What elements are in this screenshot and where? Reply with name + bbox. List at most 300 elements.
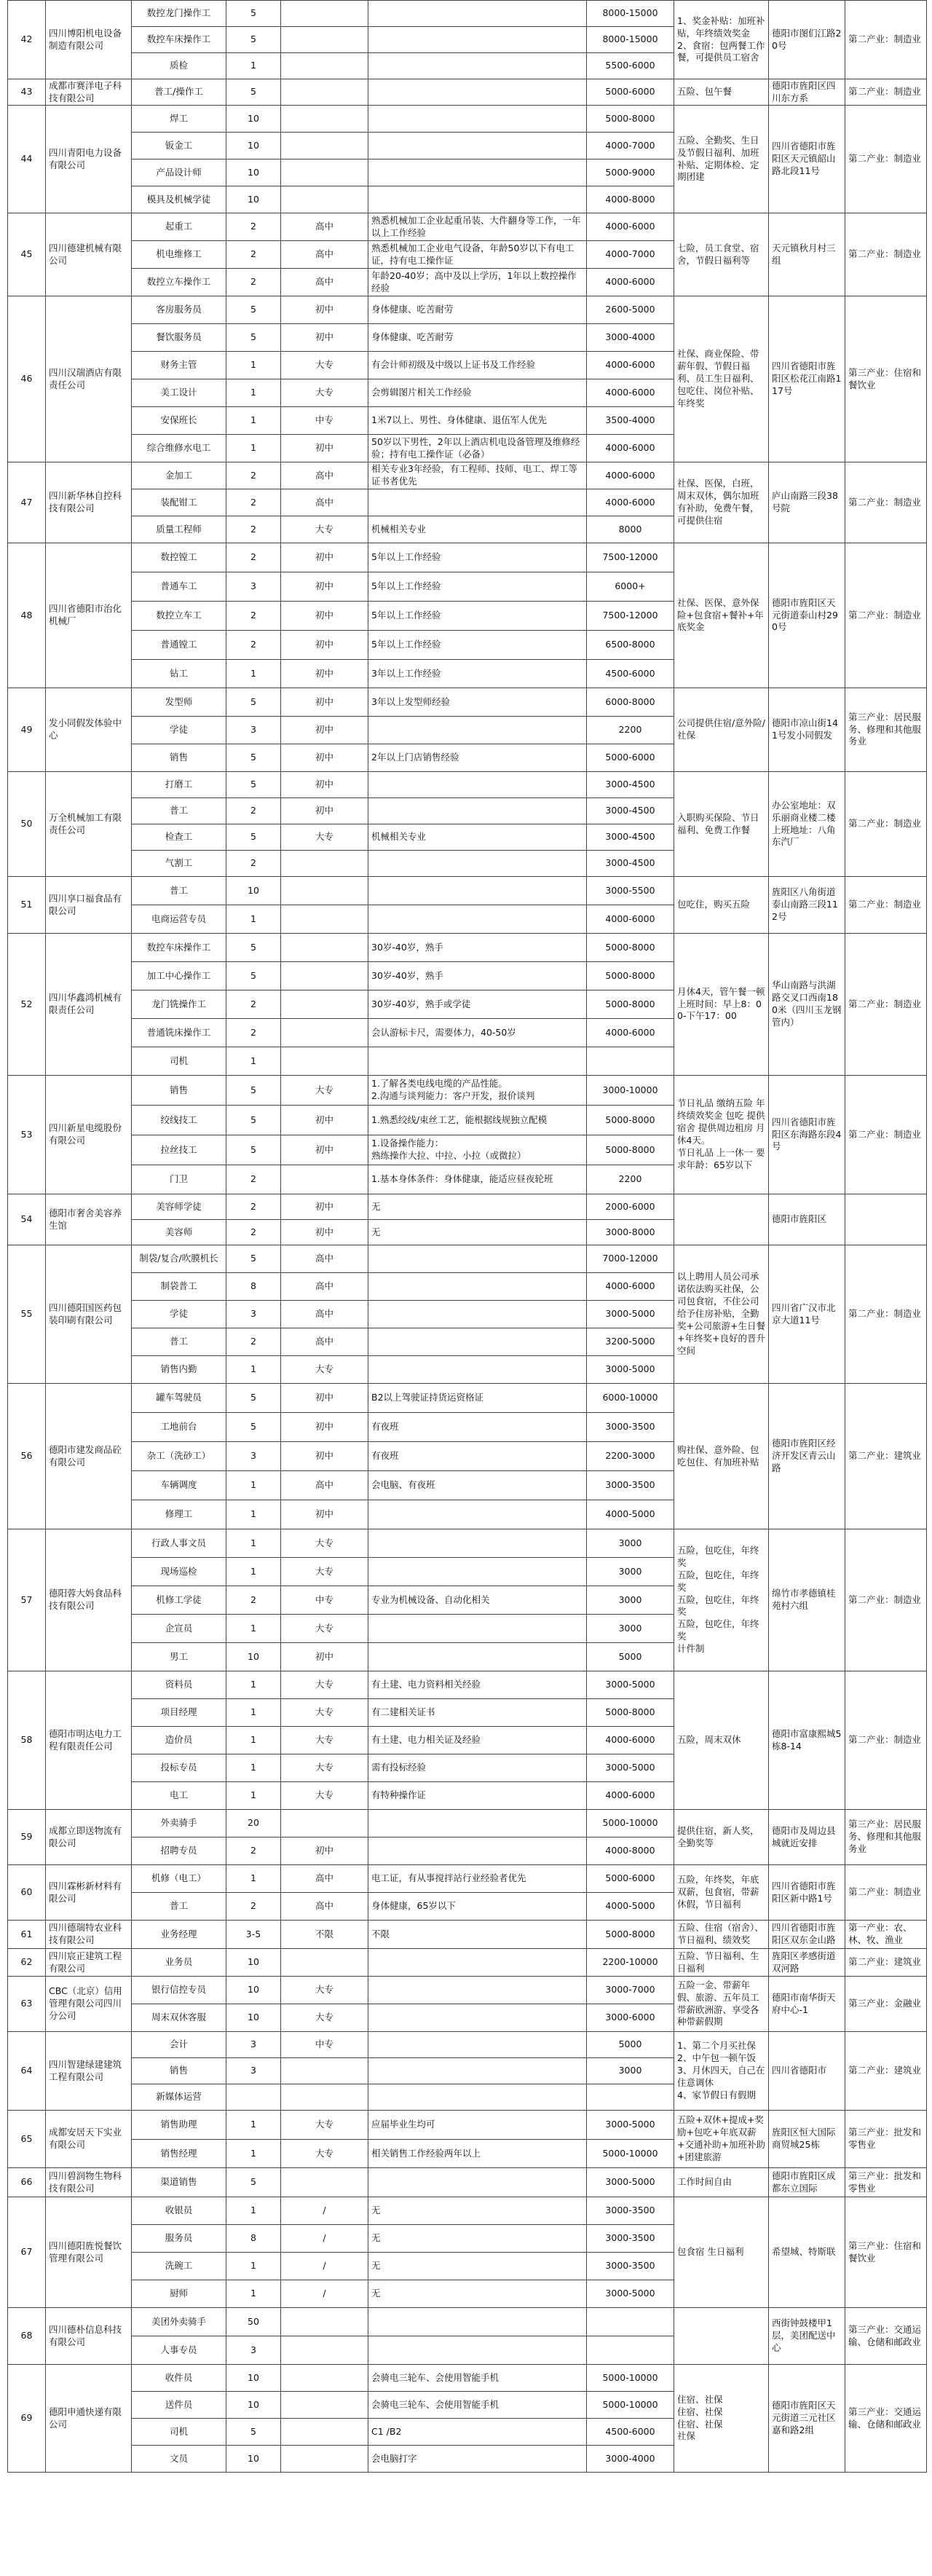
job-title [131, 240, 226, 269]
job-count [226, 2252, 281, 2280]
job-edu [280, 1698, 368, 1727]
company-address-text: 德阳市旌阳区天元街道泰山村290号 [772, 596, 838, 633]
job-pay-text: 3000-4500 [605, 857, 655, 869]
job-count-text: 10 [248, 884, 259, 896]
job-pay [586, 2004, 674, 2032]
job-title-text: 普通车工 [160, 580, 197, 592]
company-industry-text: 第二产业：制造业 [848, 899, 922, 910]
company-name [45, 1948, 132, 1977]
job-title-text: 起重工 [165, 221, 193, 232]
job-title-text: 数控龙门操作工 [146, 7, 211, 19]
company-benefit [674, 771, 769, 877]
job-edu-text: 初中 [315, 1226, 333, 1237]
job-req [368, 406, 587, 435]
job-count [226, 52, 281, 79]
company-address-text: 旌阳区恒大国际商贸城25栋 [772, 2127, 836, 2150]
job-count-text: 10 [248, 166, 259, 178]
job-count [226, 296, 281, 324]
job-title [131, 1328, 226, 1356]
job-edu [280, 2031, 368, 2058]
job-edu [280, 1642, 368, 1671]
company-benefit-text: 以上聘用人员公司承诺依法购买社保，公司包食宿，不住公司给予住房补贴，全勤奖+公司旅游+生日餐+年终奖+良好的晋升空间 [677, 1271, 765, 1356]
job-title-text: 美工设计 [160, 387, 197, 398]
company-name [45, 296, 132, 462]
company-industry-text: 第三产业：批发和零售业 [848, 2170, 922, 2194]
job-pay [586, 489, 674, 516]
company-benefit-text: 五险+双休+提成+奖励+包吃+年底双薪+交通补助+加班补助+团建旅游 [677, 2114, 765, 2162]
job-count-text: 5 [250, 304, 256, 315]
company-name [45, 1075, 132, 1194]
job-req-text: 有土建、电力资料相关经验 [371, 1679, 481, 1690]
job-pay-text: 3000-3500 [605, 2205, 655, 2216]
company-name-text: 四川新华林自控科技有限公司 [49, 490, 122, 513]
company-industry-text: 第二产业：制造业 [848, 1886, 922, 1898]
job-edu-text: 大专 [315, 387, 333, 398]
company-name-text: 四川德朴信息科技有限公司 [49, 2323, 122, 2347]
job-pay [586, 1642, 674, 1671]
job-count-text: 3 [250, 2065, 256, 2076]
job-edu [280, 52, 368, 79]
job-count [226, 876, 281, 905]
company-industry-text: 第二产业：制造业 [848, 248, 922, 260]
job-title [131, 1976, 226, 2004]
company-name [45, 1809, 132, 1865]
job-count [226, 1586, 281, 1615]
company-benefit-text: 提供住宿，新人奖，全勤奖等 [677, 1824, 759, 1848]
job-req-text: 身体健康、吃苦耐劳 [371, 331, 454, 343]
job-count [226, 1219, 281, 1245]
job-count [226, 2307, 281, 2336]
job-req [368, 2252, 587, 2280]
company-no [7, 1671, 46, 1810]
job-title-text: 洗碗工 [165, 2260, 193, 2272]
job-pay-text: 3000-3500 [605, 2260, 655, 2272]
job-req-text: 机械相关专业 [371, 831, 427, 843]
job-count [226, 601, 281, 631]
job-req-text: 有夜班 [371, 1450, 399, 1462]
job-count [226, 1557, 281, 1586]
company-address-text: 德阳市南华街天府中心-1 [772, 1991, 836, 2015]
company-benefit-text: 购社保、意外险、包吃包住、有加班补贴 [677, 1443, 759, 1468]
job-title-text: 现场巡检 [160, 1565, 197, 1577]
job-pay [586, 744, 674, 772]
job-count-text: 1 [250, 1508, 256, 1520]
job-pay [586, 543, 674, 572]
company-industry-text: 第二产业：制造业 [848, 496, 922, 508]
job-edu [280, 601, 368, 631]
job-count-text: 1 [250, 1055, 256, 1066]
job-count [226, 824, 281, 851]
company-address [768, 2031, 845, 2111]
company-address-text: 德阳市凉山街141号发小同假发 [772, 717, 838, 741]
company-benefit-text: 住宿、社保 住宿、社保 住宿、社保 社保 [677, 2393, 723, 2442]
job-title [131, 1300, 226, 1328]
job-count [226, 2280, 281, 2308]
job-req [368, 1614, 587, 1643]
company-name-text: 成都立即送物流有限公司 [49, 1824, 122, 1848]
job-title-text: 绞线技工 [160, 1114, 197, 1125]
job-count [226, 1245, 281, 1273]
job-pay [586, 1219, 674, 1245]
company-industry [845, 0, 927, 79]
company-no-text: 63 [20, 1998, 33, 2009]
company-industry-text: 第二产业：制造业 [848, 1308, 922, 1320]
job-count [226, 1194, 281, 1220]
job-count-text: 5 [250, 331, 256, 343]
job-pay-text: 6500-8000 [605, 639, 655, 650]
company-industry-text: 第三产业：交通运输、仓储和邮政业 [848, 2406, 922, 2430]
job-edu-text: 初中 [315, 551, 333, 563]
job-edu [280, 2004, 368, 2032]
company-address-text: 旌阳区孝感街道双河路 [772, 1950, 836, 1974]
company-name-text: 万全机械加工有限责任公司 [49, 811, 122, 835]
job-pay [586, 2418, 674, 2446]
job-count-text: 3 [250, 2344, 256, 2355]
job-edu-text: / [323, 2205, 326, 2216]
job-title [131, 1470, 226, 1500]
job-count [226, 351, 281, 379]
job-count-text: 5 [250, 831, 256, 843]
job-req-text: 无 [371, 2205, 381, 2216]
job-pay [586, 850, 674, 877]
company-benefit [674, 1671, 769, 1810]
job-edu [280, 771, 368, 798]
job-edu-text: 初中 [315, 1392, 333, 1403]
job-pay-text: 3000 [618, 1622, 642, 1634]
job-count [226, 213, 281, 241]
job-pay-text: 2200 [618, 724, 642, 736]
job-count-text: 5 [250, 1392, 256, 1403]
job-count [226, 2139, 281, 2168]
job-title [131, 489, 226, 516]
company-address-text: 四川省德阳市旌阳区双东金山路 [772, 1922, 836, 1945]
company-industry-text: 第二产业：制造业 [848, 1128, 922, 1140]
job-edu [280, 2197, 368, 2225]
job-req-text: 无 [371, 2232, 381, 2244]
job-edu [280, 1075, 368, 1106]
job-count-text: 2 [250, 998, 256, 1009]
company-benefit-text: 月休4天，管午餐一顿 上班时间：早上8：00-下午17：00 [677, 985, 765, 1022]
job-title [131, 1529, 226, 1558]
job-edu [280, 659, 368, 688]
company-industry-text: 第二产业：制造业 [848, 86, 922, 98]
job-title [131, 2391, 226, 2419]
job-pay-text: 5000-10000 [602, 2371, 658, 2383]
company-no [7, 1383, 46, 1529]
job-count-text: 2 [250, 469, 256, 481]
job-pay [586, 601, 674, 631]
job-req [368, 1837, 587, 1865]
job-count-text: 10 [248, 1650, 259, 1662]
company-name-text: 德阳蓉大妈食品科技有限公司 [49, 1588, 122, 1611]
job-edu-text: 高中 [315, 248, 333, 260]
job-edu [280, 961, 368, 990]
company-address-text: 希望城、特斯联 [772, 2246, 836, 2258]
job-edu [280, 744, 368, 772]
company-industry [845, 771, 927, 877]
job-pay-text: 3000-3500 [605, 1479, 655, 1491]
job-pay-text: 5000-10000 [602, 2398, 658, 2410]
company-name-text: 四川霖彬新材料有限公司 [49, 1880, 122, 1904]
job-pay-text: 4000-6000 [605, 1280, 655, 1292]
job-title [131, 2224, 226, 2253]
job-pay-text: 3000-5000 [605, 2176, 655, 2188]
job-pay [586, 1837, 674, 1865]
job-pay [586, 990, 674, 1019]
job-edu [280, 1557, 368, 1586]
job-title-text: 检查工 [165, 831, 193, 843]
job-count [226, 2391, 281, 2419]
job-title [131, 1412, 226, 1442]
job-pay [586, 1135, 674, 1165]
job-pay-text: 2600-5000 [605, 304, 655, 315]
job-count [226, 1726, 281, 1754]
job-edu [280, 516, 368, 543]
company-no [7, 0, 46, 79]
job-count [226, 2336, 281, 2365]
job-count-text: 2 [250, 639, 256, 650]
job-req [368, 1976, 587, 2004]
job-count-text: 1 [250, 1479, 256, 1491]
company-no-text: 67 [20, 2246, 33, 2258]
job-count [226, 1047, 281, 1076]
job-pay [586, 2084, 674, 2111]
job-title-text: 销售内勤 [160, 1363, 197, 1375]
job-pay [586, 1272, 674, 1301]
job-title [131, 1105, 226, 1135]
job-pay [586, 1864, 674, 1893]
job-count [226, 1781, 281, 1810]
job-pay-text: 5000-8000 [605, 941, 655, 953]
job-count [226, 2084, 281, 2111]
job-count [226, 990, 281, 1019]
job-count-text: 1 [250, 667, 256, 679]
job-pay-text: 3200-5000 [605, 1336, 655, 1347]
company-benefit-text: 节日礼品 缴纳五险 年终绩效奖金 包吃 提供宿舍 提供周边租房 月休4天。 节日礼品 上一休一 要求年龄：65岁以下 [677, 1098, 765, 1170]
job-pay-text: 4000-6000 [605, 1026, 655, 1038]
company-no [7, 1948, 46, 1977]
job-req [368, 2167, 587, 2197]
job-req [368, 0, 587, 27]
job-req [368, 905, 587, 934]
job-edu [280, 990, 368, 1019]
job-edu-text: 初中 [315, 667, 333, 679]
job-title [131, 630, 226, 660]
job-title [131, 2252, 226, 2280]
job-req [368, 961, 587, 990]
job-count-text: 1 [250, 1706, 256, 1718]
job-req [368, 2197, 587, 2225]
job-req-text: 1.设备操作能力： 熟练操作大拉、中拉、小拉（或微拉） [371, 1138, 526, 1161]
job-edu [280, 2307, 368, 2336]
job-title [131, 2364, 226, 2392]
job-count [226, 1355, 281, 1384]
job-edu-text: 初中 [315, 331, 333, 343]
job-title-text: 钻工 [169, 667, 188, 679]
company-address-text: 四川省德阳市旌阳区松花江南路117号 [772, 361, 842, 396]
job-count [226, 1018, 281, 1047]
job-title-text: 杂工（洗砂工） [146, 1450, 211, 1462]
job-title-text: 资料员 [165, 1679, 193, 1690]
job-pay [586, 1441, 674, 1471]
company-benefit-text: 五险，周末双休 [677, 1734, 741, 1746]
company-no [7, 1920, 46, 1949]
job-title-text: 行政人事文员 [151, 1537, 206, 1548]
job-title [131, 1781, 226, 1810]
job-edu [280, 1412, 368, 1442]
job-count-text: 5 [250, 2425, 256, 2437]
job-pay [586, 1383, 674, 1413]
company-benefit-text: 社保、商业保险、带薪年假、节假日福利、员工生日福利、包吃住、岗位补贴、年终奖 [677, 348, 759, 409]
job-req-text: 会骑电三轮车、会使用智能手机 [371, 2398, 499, 2410]
company-address [768, 296, 845, 462]
job-edu [280, 1300, 368, 1328]
company-industry [845, 933, 927, 1076]
company-name [45, 0, 132, 79]
job-title-text: 渠道销售 [160, 2176, 197, 2188]
company-benefit [674, 105, 769, 213]
company-no-text: 47 [20, 496, 33, 508]
company-no [7, 462, 46, 543]
job-req [368, 2418, 587, 2446]
job-edu [280, 1383, 368, 1413]
job-pay [586, 1754, 674, 1782]
job-edu [280, 1892, 368, 1921]
job-count [226, 462, 281, 489]
job-pay-text: 3000-5000 [605, 2119, 655, 2130]
job-count-text: 3 [250, 1450, 256, 1462]
company-benefit-text: 1、第二个月买社保 2、中午包一顿午饭 3、月休四天，自己在住意调休 4、家节假日有假期 [677, 2040, 765, 2100]
job-pay [586, 659, 674, 688]
job-count-text: 1 [250, 2288, 256, 2299]
job-pay [586, 630, 674, 660]
job-count-text: 1 [250, 2147, 256, 2159]
job-req [368, 1355, 587, 1384]
company-name-text: 四川新星电缆股份有限公司 [49, 1122, 122, 1146]
job-title [131, 1671, 226, 1699]
job-count-text: 1 [250, 1363, 256, 1375]
job-edu-text: 高中 [315, 1900, 333, 1912]
job-title-text: 拉丝技工 [160, 1143, 197, 1155]
job-pay [586, 771, 674, 798]
company-address-text: 四川省德阳市旌阳区东海路东段4号 [772, 1116, 842, 1152]
job-req-text: 5年以上工作经验 [371, 639, 441, 650]
job-req [368, 1075, 587, 1106]
job-title [131, 2167, 226, 2197]
job-pay [586, 323, 674, 352]
job-title [131, 268, 226, 296]
job-req [368, 1754, 587, 1782]
job-edu-text: 初中 [315, 610, 333, 621]
company-benefit-text: 五险、包午餐 [677, 86, 732, 98]
company-name [45, 2167, 132, 2197]
job-title-text: 收银员 [165, 2205, 193, 2216]
job-title [131, 1194, 226, 1220]
job-count-text: 10 [248, 1984, 259, 1996]
job-title-text: 司机 [169, 1055, 188, 1066]
company-name-text: 四川碧润物生物科技有限公司 [49, 2170, 122, 2194]
job-pay [586, 2224, 674, 2253]
job-pay [586, 716, 674, 744]
job-req [368, 1586, 587, 1615]
job-req [368, 630, 587, 660]
job-count [226, 659, 281, 688]
job-edu-text: 高中 [315, 1872, 333, 1884]
job-edu [280, 2057, 368, 2084]
job-title-text: 普工 [169, 884, 188, 896]
job-pay [586, 434, 674, 462]
company-name [45, 1245, 132, 1384]
job-count-text: 3 [250, 724, 256, 736]
job-pay [586, 2252, 674, 2280]
job-pay [586, 905, 674, 934]
job-req-text: 无 [371, 1226, 381, 1237]
job-req-text: 专业为机械设备、自动化相关 [371, 1594, 490, 1605]
job-req [368, 2445, 587, 2473]
job-req-text: 5年以上工作经验 [371, 551, 441, 563]
job-title-text: 门卫 [169, 1173, 188, 1185]
job-req [368, 1383, 587, 1413]
job-count [226, 79, 281, 106]
job-req-text: 应届毕业生均可 [371, 2119, 435, 2130]
job-pay-text: 3000-5000 [605, 1308, 655, 1320]
job-pay-text: 3000-5500 [605, 884, 655, 896]
job-req [368, 2336, 587, 2365]
job-edu [280, 132, 368, 159]
job-title [131, 876, 226, 905]
company-address-text: 华山南路与洪湖路交叉口西南180米（四川玉龙钢管内） [772, 980, 842, 1028]
job-title-text: 销售 [169, 1084, 188, 1095]
company-industry-text: 第二产业：制造业 [848, 1594, 922, 1605]
job-count [226, 132, 281, 159]
job-req [368, 79, 587, 106]
job-count-text: 2 [250, 1026, 256, 1038]
job-title [131, 516, 226, 543]
job-req [368, 990, 587, 1019]
job-title [131, 1698, 226, 1727]
job-pay [586, 1500, 674, 1529]
job-count [226, 2418, 281, 2446]
job-edu-text: / [323, 2260, 326, 2272]
job-edu-text: 高中 [315, 1280, 333, 1292]
job-pay-text: 3500-4000 [605, 414, 655, 426]
company-name [45, 876, 132, 934]
job-edu-text: 大专 [315, 2119, 333, 2130]
job-pay-text: 7500-12000 [602, 610, 658, 621]
company-name [45, 688, 132, 772]
job-count-text: 1 [250, 1734, 256, 1746]
job-req [368, 1698, 587, 1727]
job-pay [586, 1809, 674, 1838]
job-edu [280, 0, 368, 27]
company-no [7, 1864, 46, 1921]
company-industry [845, 1529, 927, 1671]
job-req [368, 1165, 587, 1194]
job-pay-text: 5000-8000 [605, 1114, 655, 1125]
job-req [368, 572, 587, 602]
job-title [131, 659, 226, 688]
job-count-text: 5 [250, 941, 256, 953]
job-req [368, 351, 587, 379]
job-pay [586, 2110, 674, 2140]
company-address-text: 四川省德阳市旌阳区天元镇韶山路北段11号 [772, 141, 836, 176]
job-title-text: 文员 [169, 2452, 188, 2464]
job-count [226, 2445, 281, 2473]
company-address [768, 1948, 845, 1977]
company-no [7, 2364, 46, 2473]
company-industry [845, 2364, 927, 2473]
job-title [131, 1726, 226, 1754]
